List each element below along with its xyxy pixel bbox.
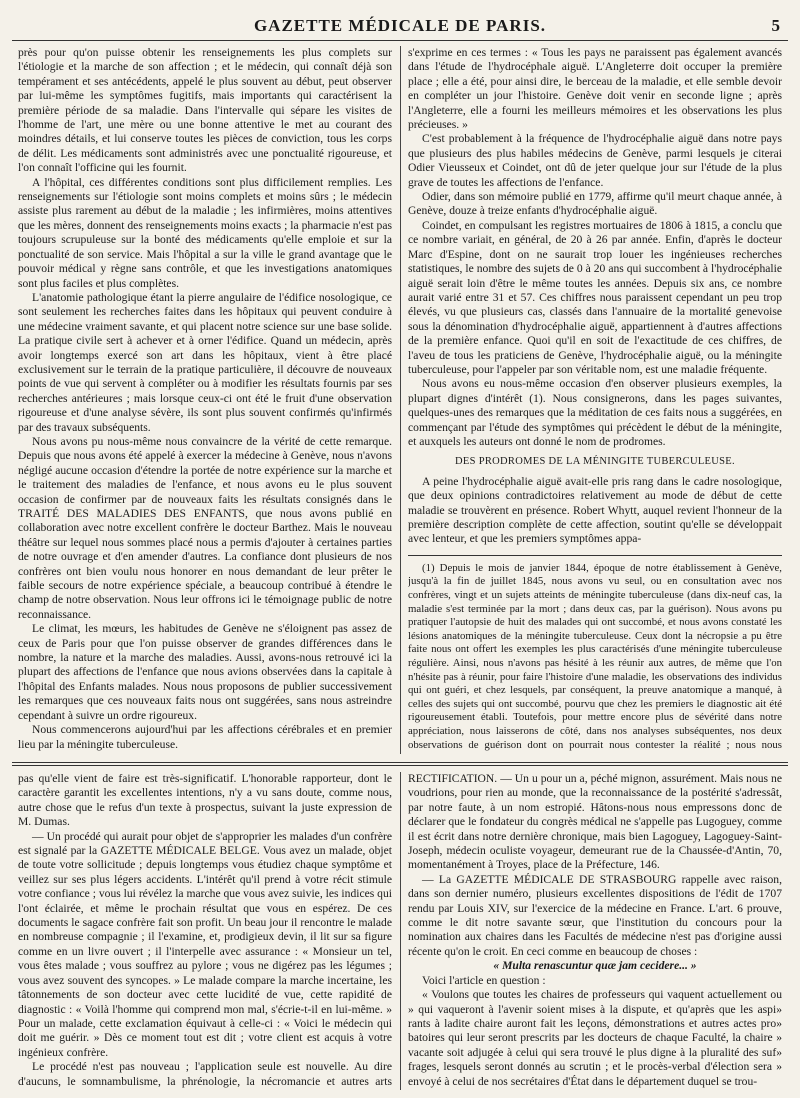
section-rule-double (12, 765, 788, 766)
paragraph: « Voulons que toutes les chaires de professeurs qui vaquent actuellement ou » qui vaqueront à l'avenir soient mises à la dispute, et qu'après que les aspi» rants à ladite chaire auront fait les leçons, démonstrations et autres actes pro» batoires qui leur seront prescrits par les docteurs de chaque Faculté, la chaire » vacante soit adjugée à celui qui sera trouvé le plus digne à la pluralité des suf» frages, lesquels seront donnés au scrutin ; et le procès-verbal d'élection sera » envoyé à celui de nos secrétaires d'État dans le département duquel se trou- (408, 988, 782, 1088)
paragraph: A peine l'hydrocéphalie aiguë avait-elle pris rang dans le cadre nosologique, que deux opinions contradictoires relativement au mode de début de cette maladie se trouvèrent en présence. Robert Whytt, auquel revient l'honneur de la première description complète de cette affection, soutint qu'elle se développait avec lenteur, et que les premiers symptômes appa- (408, 474, 782, 546)
top-left-column (18, 46, 392, 754)
bottom-right-column (408, 772, 782, 1090)
paragraph: Nous avons pu nous-même nous convaincre de la vérité de cette remarque. Depuis que nous avons été appelé à exercer la médecine à Genève, nous n'avons négligé aucune occasion d'étendre la portée de notre expérience sur la marche et le traitement des maladies de l'enfance, et nous avons eu le plus souvent occasion de confirmer par de nouveaux faits les résultats consignés dans le TRAITÉ DES MALADIES DES ENFANTS, que nous avons publié en collaboration avec notre excellent confrère le docteur Barthez. Mais le nouveau théâtre sur lequel nous sommes placé nous a permis d'ajouter à certaines parties de notre ouvrage et d'en amender d'autres. La confiance dont plusieurs de nos confrères ont bien voulu nous honorer en nous demandant de leur prêter le faible secours de notre expérience spéciale, a beaucoup contribué à étendre le champ de notre observation. Nous leur offrons ici le témoignage public de notre reconnaissance. (18, 434, 392, 621)
paragraph: — Un procédé qui aurait pour objet de s'approprier les malades d'un confrère est signalé par la GAZETTE MÉDICALE BELGE. Vous avez un malade, objet de toute votre sollicitude ; depuis longtemps vous étudiez chaque symptôme et veillez sur ses plus légers accidents. L'intérêt qu'il prend à votre récit stimule votre confiance ; vous lui révélez la marche que vous avez suivie, les indices qui l'ont éclairée, et même le prochain résultat que vous en espérez. De ces documents le sagace confrère fait son profit. Un beau jour il rencontre le malade en nombreuse compagnie ; il l'examine, et, prodigieux devin, il lit sur sa figure comme en un livre ouvert ; il l'interpelle avec assurance : « Monsieur un tel, vous êtes malade ; vous souffrez au pylore ; vous ne digérez pas les légumes ; vous avez souvent des syncopes. » Le malade compare la marche incertaine, les tâtonnements de son docteur avec cette lucidité de vue, cette rapidité de diagnostic : « Voilà l'homme qui comprend mon mal, s'écrie-t-il en lui-même. » Pour un malade, cette exclamation équivaut à celle-ci : « Voici le médecin qui doit me guérir. » Dès ce moment tout est dit ; votre client est acquis à votre ingénieux confrère. (18, 829, 392, 1059)
paragraph: Le climat, les mœurs, les habitudes de Genève ne s'éloignent pas assez de ceux de Paris pour que l'on puisse observer de grandes différences dans le nombre, la nature et la marche des maladies. Aussi, avons-nous retrouvé ici la plupart des affections de l'enfance que nous avions observées dans la capitale à l'hôpital des Enfants malades. Nous nous proposons de publier successivement les remarques que ces nouveaux faits nous ont suggérées, sans nous astreindre cependant à suivre un ordre rigoureux. (18, 622, 392, 722)
column-divider (400, 46, 401, 754)
top-right-column (408, 46, 782, 754)
paragraph: près pour qu'on puisse obtenir les renseignements les plus complets sur l'étiologie et la marche de son affection ; et le médecin, qui connaît déjà son tempérament et ses antécédents, appelé le plus souvent au début, peut observer par lui-même les symptômes fugitifs, mais importants qui caractérisent la première période de sa maladie. Dans l'intervalle qui sépare les visites de l'homme de l'art, une mère ou une bonne attentive le met au courant des moindres détails, et lui conserve toutes les pièces de conviction, tous les corps de délit. Les médicaments sont administrés avec une ponctualité rigoureuse, et l'on connaît l'officine qui les fournit. (18, 46, 392, 175)
section-rule (12, 762, 788, 763)
paragraph: s'exprime en ces termes : « Tous les pays ne paraissent pas également avancés dans l'étude de l'hydrocéphale aiguë. L'Angleterre doit occuper la première place ; elle a été, pour ainsi dire, le berceau de la maladie, et elle semble devoir en compléter un jour l'histoire. Genève doit venir en seconde ligne ; après l'Angleterre, elle a fourni les meilleurs mémoires et les observations les plus précieuses. » (408, 46, 782, 132)
paragraph: — La GAZETTE MÉDICALE DE STRASBOURG rappelle avec raison, dans son dernier numéro, plusieurs excellentes dispositions de l'édit de 1707 rendu par Louis XIV, sur l'exercice de la médecine en France. L'art. 6 prouve, comme le dit notre savante sœur, que l'institution du concours pour la nomination aux chaires dans les Facultés de médecine n'est pas d'origine aussi récente qu'on le croit. En ceci comme en beaucoup de choses : (408, 872, 782, 958)
paragraph: Odier, dans son mémoire publié en 1779, affirme qu'il meurt chaque année, à Genève, douze à treize enfants d'hydrocéphalie aiguë. (408, 190, 782, 218)
paragraph: C'est probablement à la fréquence de l'hydrocéphalie aiguë dans notre pays que plusieurs des plus habiles médecins de Genève, parmi lesquels je citerai Odier Vieusseux et Coindet, ont dû de jeter quelque jour sur l'étude de la plus grave de toutes les affections de l'enfance. (408, 132, 782, 189)
latin-quote: « Multa renascuntur quæ jam cecidere... » (493, 959, 697, 973)
journal-title: GAZETTE MÉDICALE DE PARIS. (253, 16, 547, 35)
paragraph: Voici l'article en question : (422, 973, 546, 987)
paragraph: Coindet, en compulsant les registres mortuaires de 1806 à 1815, a conclu que ce nombre variait, en général, de 20 à 26 par année. Enfin, d'après le docteur Marc d'Espine, dont on ne saurait trop louer les ingénieuses recherches statistiques, le nombre des sujets de 0 à 20 ans qui succombent à l'hydrocéphalie aiguë serait loin d'être le même toutes les années. Depuis six ans, ce nombre aurait varié entre 31 et 57. Ces chiffres nous paraissent cependant un peu trop élevés, vu que plusieurs cas, classés dans l'annuaire de la mortalité genevoise sous la dénomination d'hydrocéphalie aiguë, appartiennent à d'autres affections de la première enfance. Quoi qu'il en soit de l'exactitude de ces chiffres, de l'aveu de tous les praticiens de Genève, l'hydrocéphalie aiguë, ou la méningite tuberculeuse, pour l'appeler par son véritable nom, est une maladie fréquente. (408, 218, 782, 376)
paragraph: Nous commencerons aujourd'hui par les affections cérébrales et en premier lieu par la méningite tuberculeuse. (18, 723, 392, 751)
bottom-left-column (18, 772, 392, 1090)
paragraph: Nous avons eu nous-même occasion d'en observer plusieurs exemples, la plupart dignes d'intérêt (1). Nous consignerons, dans les pages suivantes, quelques-unes des remarques que la méditation de ces faits nous a suggérées, en commençant par l'étude des symptômes qui précèdent le début de la méningite, et auxquels les auteurs ont donné le nom de prodromes. (408, 377, 782, 448)
page-header (0, 0, 800, 40)
paragraph: A l'hôpital, ces différentes conditions sont plus difficilement remplies. Les renseignements sur l'étiologie sont moins complets et moins sûrs ; le médecin assiste plus rarement au début de la maladie ; les infirmières, moins attentives que les mères, donnent des renseignements moins exacts ; la pharmacie n'est pas toujours scrupuleuse sur la bonté des médicaments qu'elle emploie et sur la ponctualité de son service. Mais l'hôpital a sur la ville le grand avantage que le pouvoir médical y règne sans contrôle, et que les investigations anatomiques sont plus faciles et plus complètes. (18, 175, 392, 290)
paragraph: L'anatomie pathologique étant la pierre angulaire de l'édifice nosologique, ce sont seulement les recherches faites dans les hôpitaux qui peuvent conduire à une médecine vraiment savante, et qui placent notre science sur une base solide. La pratique civile sert à achever et à orner l'édifice. Quand un médecin, après avoir longtemps exercé son art dans les hôpitaux, vient à être placé exclusivement sur le terrain de la pratique particulière, il découvre de nouveaux points de vue qui servent à compléter ou à modifier les résultats fournis par ses recherches antérieures ; mais lorsque ceux-ci ont été le fruit d'une observation rigoureuse et d'une analyse sévère, ils sont plus souvent confirmés qu'infirmés par des travaux subséquents. (18, 290, 392, 434)
footnote: (1) Depuis le mois de janvier 1844, époque de notre établissement à Genève, jusqu'à la fin de juillet 1845, nous avons vu seul, ou en consultation avec nos confrères, vingt et un sujets atteints de méningite tuberculeuse (dans dix-neuf cas, la maladie s'est terminée par la mort ; dans deux cas, par la guérison). Nous avons pu pratiquer l'autopsie de huit des malades qui ont succombé, et nous avons constaté les lésions anatomiques de la méningite tuberculeuse. Ceux dont la nécropsie a pu être faite nous ont offert les exemples les plus caractérisés d'une méningite tuberculeuse régulière. Ainsi, nous n'avons pas hésité à les réunir aux autres, de même que l'on n'hésite pas à réunir, pour faire l'histoire d'une maladie, les observations des individus qui ont guéri, et chez lesquels, par conséquent, la preuve anatomique a manqué, à celles des sujets qui ont succombé, pourvu que chez les premiers le diagnostic ait été rigoureusement établi. Toutefois, pour mettre encore plus de sévérité dans notre appréciation, nous laisserons de côté, dans nos analyses subséquentes, nos deux observations de guérison dont on pourrait nous contester la réalité ; nous nous (408, 561, 782, 751)
page-number: 5 (771, 16, 780, 35)
section-heading: DES PRODROMES DE LA MÉNINGITE TUBERCULEUSE. (455, 456, 735, 468)
footnote-rule (408, 555, 782, 556)
paragraph: Le procédé n'est pas nouveau ; l'application seule est nouvelle. Au dire d'aucuns, le somnambulisme, la phrénologie, la nécromancie et autres arts (18, 1060, 392, 1088)
paragraph: pas qu'elle vient de faire est très-significatif. L'honorable rapporteur, dont le caractère garantit les excellentes intentions, n'y a vu sans doute, comme nous, autre chose que le refus d'un texte à prospectus, suivant la juste expression de M. Dumas. (18, 772, 392, 829)
paragraph: RECTIFICATION. — Un u pour un a, péché mignon, assurément. Mais nous ne voudrions, pour rien au monde, que la reconnaissance de la postérité s'adressât, par notre faute, à un nom estropié. Hâtons-nous nous empressons donc de déclarer que le fondateur du congrès médical ne s'appelle pas Lugoguey, comme il est écrit dans notre dernière chronique, mais bien Lagoguey, Lagoguey-Saint-Joseph, médecin oculiste voyageur, demeurant rue de la Chaussée-d'Antin, 70, momentanément à Troyes, place de la Préfecture, 146. (408, 772, 782, 872)
column-divider (400, 772, 401, 1090)
header-rule (12, 40, 788, 41)
